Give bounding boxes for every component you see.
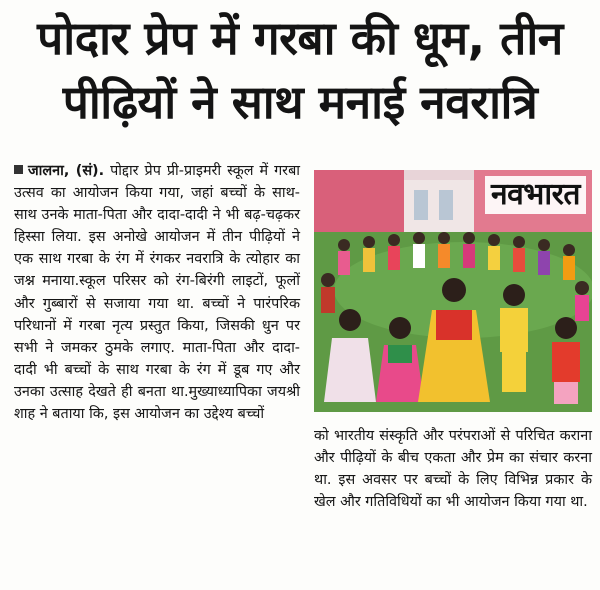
article-column-right [314,425,592,513]
news-photo [314,170,592,412]
dateline: जालना, (सं). [28,163,105,179]
article-text-col2: को भारतीय संस्कृति और परंपराओं से परिचित कराना और पीढ़ियों के बीच एकता और प्रेम का संचार करना था. इस अवसर पर बच्चों के लिए विभिन्न प्रकार के खेल और गतिविधियों का भी आयोजन किया गया था. [314,428,592,511]
article-column-left [14,160,300,425]
headline-line-2: पीढ़ियों ने साथ मनाई नवरात्रि [62,75,538,129]
newspaper-logo: नवभारत [485,176,586,214]
headline [10,6,590,134]
article-paragraph-1 [14,160,300,425]
bullet-icon [14,165,23,174]
article-text-col1: पोद्दार प्रेप प्री-प्राइमरी स्कूल में गरबा उत्सव का आयोजन किया गया, जहां बच्चों के साथ-साथ उनके माता-पिता और दादा-दादी ने भी बढ़-चढ़कर हिस्सा लिया. इस अनोखे आयोजन में तीन पीढ़ियों ने एक साथ गरबा के रंग में रंगकर नवरात्रि के त्योहार का जश्न मनाया.स्कूल परिसर को रंग-बिरंगी लाइटों, फूलों और गुब्बारों से सजाया गया था. बच्चों ने पारंपरिक परिधानों में गरबा नृत्य प्रस्तुत किया, जिसकी धुन पर सभी ने जमकर ठुमके लगाए. माता-पिता और दादा-दादी भी बच्चों के साथ गरबा के रंग में डूब गए और उनका उत्साह देखते ही बनता था.मुख्याध्यापिका जयश्री शाह ने बताया कि, इस आयोजन का उद्देश्य बच्चों [14,163,301,423]
headline-line-1: पोदार प्रेप में गरबा की धूम, तीन [37,11,563,65]
